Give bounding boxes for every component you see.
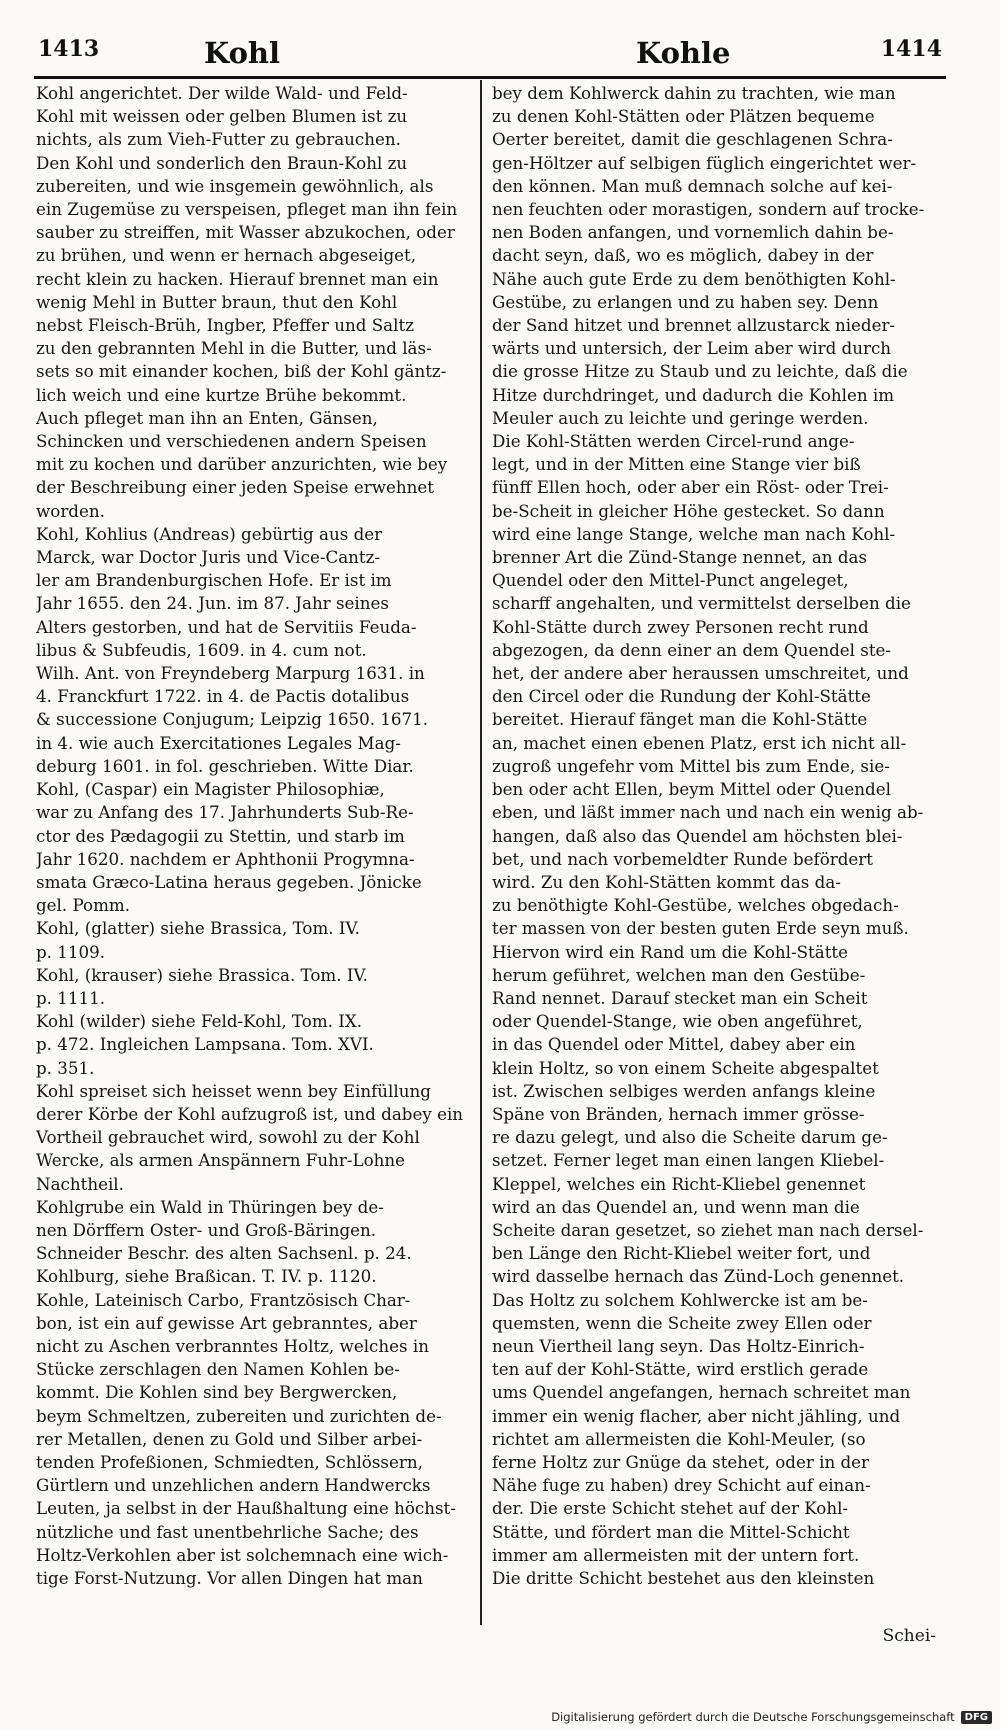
text-line: zu den gebrannten Mehl in die Butter, und läs- [36,338,432,359]
text-line: richtet am allermeisten die Kohl-Meuler, (so [492,1428,866,1449]
text-line: re dazu gelegt, und also die Scheite darum ge- [492,1127,888,1148]
text-line: Kohl (wilder) siehe Feld-Kohl, Tom. IX. [36,1011,363,1032]
text-line: Späne von Bränden, hernach immer grösse- [492,1103,865,1124]
text-line: Hiervon wird ein Rand um die Kohl-Stätte [492,941,848,962]
text-line: p. 1109. [36,941,106,962]
text-line: Nähe auch gute Erde zu dem benöthigten Kohl- [492,268,896,289]
text-line: neun Viertheil lang seyn. Das Holtz-Einrich- [492,1335,865,1356]
right-column [492,82,946,1590]
text-line: gen-Höltzer auf selbigen füglich eingerichtet wer- [492,152,917,173]
text-line: den Circel oder die Rundung der Kohl-Stätte [492,686,871,707]
text-line: Kohl, Kohlius (Andreas) gebürtig aus der [36,523,383,544]
text-line: Marck, war Doctor Juris und Vice-Cantz- [36,547,381,568]
text-line: wird an das Quendel an, und wenn man die [492,1196,860,1217]
text-line: Scheite daran gesetzet, so ziehet man nach dersel- [492,1219,924,1240]
text-line: ben Länge den Richt-Kliebel weiter fort, und [492,1243,871,1264]
text-line: Leuten, ja selbst in der Haußhaltung eine höchst- [36,1498,456,1519]
text-line: zubereiten, und wie insgemein gewöhnlich, als [36,175,434,196]
text-line: an, machet einen ebenen Platz, erst ich nicht all- [492,732,907,753]
text-line: in das Quendel oder Mittel, dabey aber ein [492,1034,856,1055]
text-line: Wercke, als armen Anspännern Fuhr-Lohne [36,1150,405,1171]
left-running-title: Kohl [204,36,281,70]
text-line: Kohl, (Caspar) ein Magister Philosophiæ, [36,779,385,800]
text-line: p. 351. [36,1057,95,1078]
text-line: rer Metallen, denen zu Gold und Silber arbei- [36,1428,423,1449]
text-line: nen Dörffern Oster- und Groß-Bäringen. [36,1219,377,1240]
text-line: quemsten, wenn die Scheite zwey Ellen oder [492,1312,872,1333]
text-line: in 4. wie auch Exercitationes Legales Mag- [36,732,401,753]
text-line: deburg 1601. in fol. geschrieben. Witte Diar. [36,755,414,776]
text-line: ten auf der Kohl-Stätte, wird erstlich gerade [492,1359,869,1380]
text-line: immer ein wenig flacher, aber nicht jähling, und [492,1405,901,1426]
text-line: mit zu kochen und darüber anzurichten, wie bey [36,454,448,475]
text-line: legt, und in der Mitten eine Stange vier biß [492,454,861,475]
text-line: zugroß ungefehr vom Mittel bis zum Ende, sie- [492,755,890,776]
text-line: nichts, als zum Vieh-Futter zu gebrauchen. [36,129,401,150]
text-line: Auch pfleget man ihn an Enten, Gänsen, [36,407,378,428]
text-line: Oerter bereitet, damit die geschlagenen Schra- [492,129,893,150]
text-line: libus & Subfeudis, 1609. in 4. cum not. [36,639,367,660]
text-line: bey dem Kohlwerck dahin zu trachten, wie man [492,83,896,103]
text-line: ter massen von der besten guten Erde seyn muß. [492,918,909,939]
text-line: nützliche und fast unentbehrliche Sache; des [36,1521,419,1542]
text-line: wird. Zu den Kohl-Stätten kommt das da- [492,871,841,892]
text-line: sauber zu streiffen, mit Wasser abzukochen, oder [36,222,455,243]
text-line: eben, und läßt immer nach und nach ein wenig ab- [492,802,924,823]
text-line: ben oder acht Ellen, beym Mittel oder Quendel [492,779,891,800]
text-line: be-Scheit in gleicher Höhe gestecket. So dann [492,500,885,521]
text-line: smata Græco-Latina heraus gegeben. Jönicke [36,871,422,892]
text-line: scharff angehalten, und vermittelst derselben die [492,593,911,614]
right-running-title: Kohle [636,36,731,70]
text-line: Kohl-Stätte durch zwey Personen recht rund [492,616,869,637]
text-line: nebst Fleisch-Brüh, Ingber, Pfeffer und Saltz [36,315,414,336]
text-line: Kohl, (glatter) siehe Brassica, Tom. IV. [36,918,360,939]
text-line: derer Körbe der Kohl aufzugroß ist, und dabey ein [36,1103,464,1124]
text-line: Kleppel, welches ein Richt-Kliebel genennet [492,1173,866,1194]
text-line: brenner Art die Zünd-Stange nennet, an das [492,547,868,568]
text-line: Nähe fuge zu haben) drey Schicht auf einan- [492,1475,871,1496]
text-line: Rand nennet. Darauf stecket man ein Scheit [492,987,868,1008]
text-line: sets so mit einander kochen, biß der Kohl gäntz- [36,361,447,382]
text-line: recht klein zu hacken. Hierauf brennet man ein [36,268,439,289]
text-line: Kohlgrube ein Wald in Thüringen bey de- [36,1196,384,1217]
text-line: bereitet. Hierauf fänget man die Kohl-Stätte [492,709,868,730]
text-line: Jahr 1655. den 24. Jun. im 87. Jahr seines [36,593,389,614]
text-line: war zu Anfang des 17. Jahrhunderts Sub-Re- [36,802,414,823]
text-line: tenden Profeßionen, Schmiedten, Schlössern, [36,1451,423,1472]
credit-text: Digitalisierung gefördert durch die Deutsche Forschungsgemeinschaft [551,1710,955,1724]
catchword: Schei- [882,1626,936,1646]
text-line: Nachtheil. [36,1173,124,1194]
text-line: Jahr 1620. nachdem er Aphthonii Progymna- [36,848,415,869]
text-line: zu denen Kohl-Stätten oder Plätzen bequeme [492,106,875,127]
text-line: Kohl spreiset sich heisset wenn bey Einfüllung [36,1080,431,1101]
text-line: bon, ist ein auf gewisse Art gebranntes, aber [36,1312,417,1333]
dfg-logo: DFG [961,1711,992,1724]
text-line: 4. Franckfurt 1722. in 4. de Pactis dotalibus [36,686,410,707]
column-divider [480,80,482,1625]
text-line: Den Kohl und sonderlich den Braun-Kohl zu [36,152,408,173]
text-line: zu brühen, und wenn er hernach abgeseiget, [36,245,417,266]
text-line: nen Boden anfangen, und vornemlich dahin be- [492,222,894,243]
text-line: het, der andere aber heraussen umschreitet, und [492,663,909,684]
text-line: ler am Brandenburgischen Hofe. Er ist im [36,570,392,591]
text-line: der Beschreibung einer jeden Speise erwehnet [36,477,434,498]
text-line: Hitze durchdringet, und dadurch die Kohlen im [492,384,895,405]
text-line: oder Quendel-Stange, wie oben angeführet, [492,1011,863,1032]
text-line: beym Schmeltzen, zubereiten und zurichten de- [36,1405,442,1426]
text-line: Schincken und verschiedenen andern Speisen [36,431,427,452]
text-line: dacht seyn, daß, wo es möglich, dabey in der [492,245,874,266]
text-line: ums Quendel angefangen, hernach schreitet man [492,1382,911,1403]
text-line: gel. Pomm. [36,895,131,916]
text-line: Kohl angerichtet. Der wilde Wald- und Feld- [36,83,408,103]
text-line: Stätte, und fördert man die Mittel-Schicht [492,1521,850,1542]
text-line: ferne Holtz zur Gnüge da stehet, oder in der [492,1451,870,1472]
left-page-number: 1413 [38,36,100,62]
text-line: Alters gestorben, und hat de Servitiis Feuda- [36,616,417,637]
right-page-number: 1414 [880,36,942,62]
text-line: Die Kohl-Stätten werden Circel-rund ange- [492,431,855,452]
text-line: lich weich und eine kurtze Brühe bekommt. [36,384,407,405]
text-line: Das Holtz zu solchem Kohlwercke ist am be- [492,1289,868,1310]
text-line: Gürtlern und unzehlichen andern Handwercks [36,1475,431,1496]
text-line: kommt. Die Kohlen sind bey Bergwercken, [36,1382,398,1403]
text-line: abgezogen, da denn einer an dem Quendel ste- [492,639,892,660]
text-line: der. Die erste Schicht stehet auf der Kohl- [492,1498,849,1519]
text-line: nicht zu Aschen verbranntes Holtz, welches in [36,1335,429,1356]
text-line: Meuler auch zu leichte und geringe werden. [492,407,869,428]
text-line: tige Forst-Nutzung. Vor allen Dingen hat man [36,1568,423,1588]
text-line: ctor des Pædagogii zu Stettin, und starb im [36,825,405,846]
text-line: klein Holtz, so von einem Scheite abgespaltet [492,1057,879,1078]
text-line: p. 1111. [36,987,106,1008]
text-line: Kohl, (krauser) siehe Brassica. Tom. IV. [36,964,368,985]
text-line: Holtz-Verkohlen aber ist solchemnach eine wich- [36,1544,449,1565]
text-line: Kohlburg, siehe Braßican. T. IV. p. 1120. [36,1266,377,1287]
text-line: fünff Ellen hoch, oder aber ein Röst- oder Trei- [492,477,889,498]
text-line: ein Zugemüse zu verspeisen, pfleget man ihn fein [36,199,458,220]
text-line: Gestübe, zu erlangen und zu haben sey. Denn [492,291,879,312]
text-line: zu benöthigte Kohl-Gestübe, welches obgedach- [492,895,899,916]
text-line: Die dritte Schicht bestehet aus den kleinsten [492,1568,875,1588]
text-line: ist. Zwischen selbiges werden anfangs kleine [492,1080,876,1101]
text-line: wärts und untersich, der Leim aber wird durch [492,338,892,359]
text-line: Quendel oder den Mittel-Punct angeleget, [492,570,849,591]
text-line: die grosse Hitze zu Staub und zu leichte, daß die [492,361,908,382]
header-rule [34,76,946,79]
text-line: bet, und nach vorbemeldter Runde befördert [492,848,873,869]
text-line: den können. Man muß demnach solche auf kei- [492,175,893,196]
text-line: Schneider Beschr. des alten Sachsenl. p. 24. [36,1243,412,1264]
digitization-credit [551,1710,992,1724]
text-line: Vortheil gebrauchet wird, sowohl zu der Kohl [36,1127,420,1148]
text-line: Kohle, Lateinisch Carbo, Frantzösisch Char- [36,1289,411,1310]
text-line: Kohl mit weissen oder gelben Blumen ist zu [36,106,408,127]
text-line: der Sand hitzet und brennet allzustarck nieder- [492,315,896,336]
text-line: herum geführet, welchen man den Gestübe- [492,964,866,985]
text-line: Stücke zerschlagen den Namen Kohlen be- [36,1359,400,1380]
text-line: p. 472. Ingleichen Lampsana. Tom. XVI. [36,1034,374,1055]
text-line: wird dasselbe hernach das Zünd-Loch genennet. [492,1266,905,1287]
text-line: nen feuchten oder morastigen, sondern auf trocke- [492,199,925,220]
text-line: setzet. Ferner leget man einen langen Kliebel- [492,1150,885,1171]
text-line: wenig Mehl in Butter braun, thut den Kohl [36,291,398,312]
text-line: worden. [36,500,105,521]
text-line: immer am allermeisten mit der untern fort. [492,1544,860,1565]
text-line: wird eine lange Stange, welche man nach Kohl- [492,523,896,544]
text-line: & successione Conjugum; Leipzig 1650. 1671. [36,709,429,730]
text-line: hangen, daß also das Quendel am höchsten blei- [492,825,903,846]
left-column [36,82,476,1590]
text-line: Wilh. Ant. von Freyndeberg Marpurg 1631. in [36,663,425,684]
